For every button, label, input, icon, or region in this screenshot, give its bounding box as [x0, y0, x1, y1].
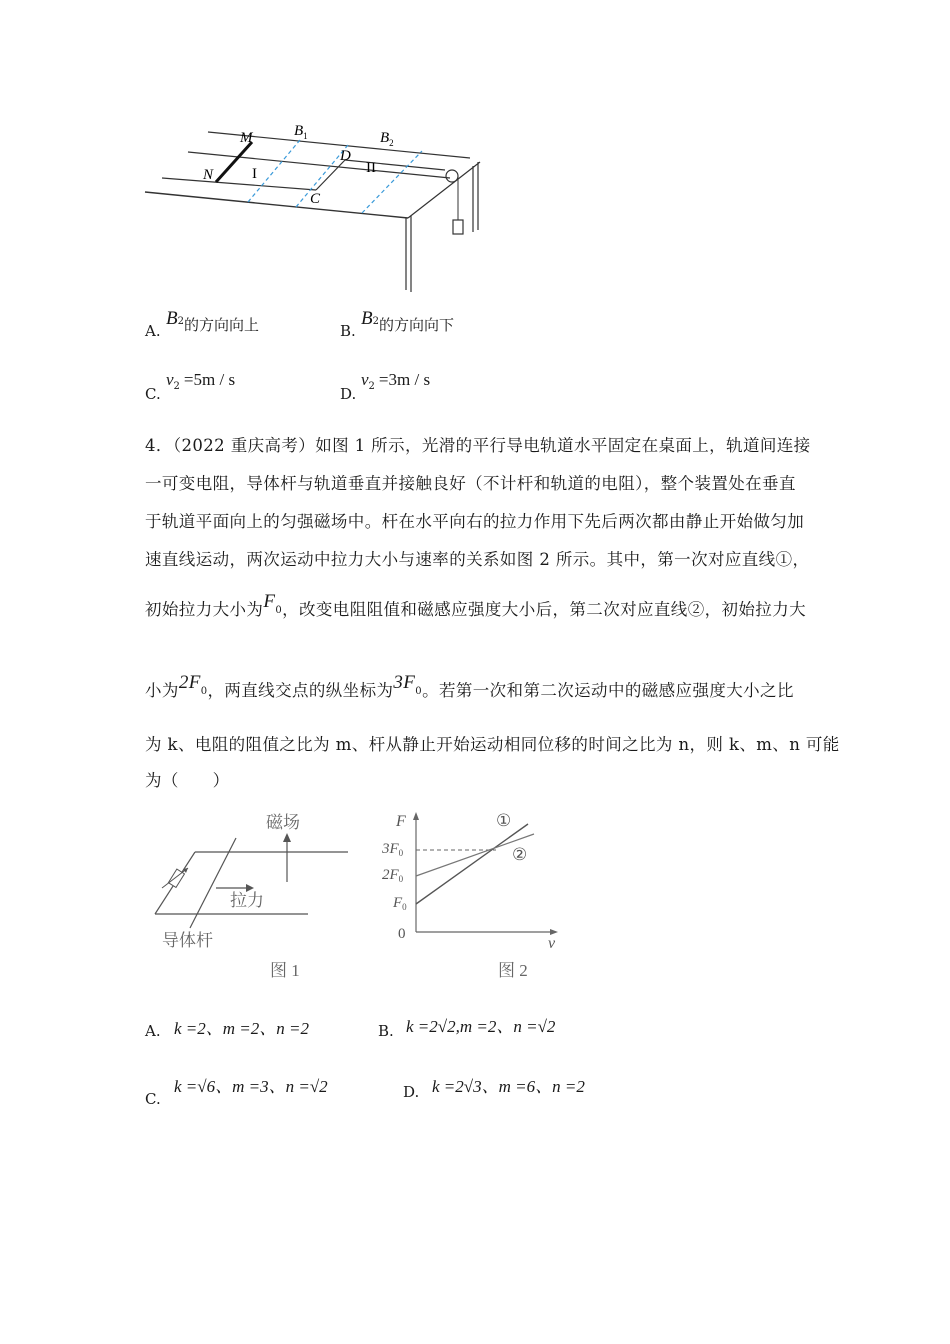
- question-line-4: 速直线运动，两次运动中拉力大小与速率的关系如图 2 所示。其中，第一次对应直线①，: [145, 550, 810, 569]
- label-m: M: [240, 130, 253, 146]
- label-n: N: [203, 167, 214, 183]
- prev-option-a-body: $B_2$的方向向上: [166, 308, 259, 334]
- question-line-5: 初始拉力大小为$F_0$，改变电阻阻值和磁感应强度大小后，第二次对应直线②，初始拉力大: [145, 591, 806, 619]
- option-letter: C.: [145, 385, 161, 403]
- tick-2f0: $2F_0$: [382, 867, 404, 884]
- option-letter: A.: [145, 322, 161, 340]
- question-line-3: 于轨道平面向上的匀强磁场中。杆在水平向右的拉力作用下先后两次都由静止开始做匀加: [145, 512, 805, 531]
- rail-figure: [140, 120, 500, 300]
- prev-option-b-body: $B_2$的方向向下: [361, 308, 454, 334]
- tick-0: 0: [398, 926, 406, 942]
- question-line-7: 为 k、电阻的阻值之比为 m、杆从静止开始运动相同位移的时间之比为 n，则 k、m、n 可能: [145, 735, 840, 754]
- fig1-rod-label: 导体杆: [162, 931, 213, 950]
- option-letter: B.: [340, 322, 356, 340]
- prev-option-a[interactable]: [145, 322, 161, 340]
- option-b[interactable]: B.: [378, 1022, 394, 1040]
- question-number: 4．: [145, 436, 173, 455]
- label-c: C: [310, 191, 321, 207]
- prev-option-c-body: $v_2 =5m / s$: [166, 370, 236, 393]
- option-d-expr: k =2√3、m =6、n =2: [432, 1077, 585, 1096]
- option-b-expr: k =2√2,m =2、n =√2: [406, 1017, 556, 1036]
- fig1-force-label: 拉力: [230, 891, 264, 910]
- fig1-magnetic-label: 磁场: [266, 813, 300, 832]
- fig1-caption: 图 1: [270, 961, 300, 980]
- line-1-label: ①: [496, 811, 512, 830]
- option-a[interactable]: A.: [145, 1022, 161, 1040]
- option-c-expr: k =√6、m =3、n =√2: [174, 1077, 328, 1096]
- label-d: D: [340, 148, 351, 164]
- figure-1: [150, 808, 360, 980]
- tick-f0: $F_0$: [393, 895, 407, 912]
- rod-mn: [216, 142, 252, 182]
- prev-option-d-body: $v_2 =3m / s$: [361, 370, 431, 393]
- figure-2: [378, 806, 578, 982]
- label-region1: I: [252, 166, 257, 182]
- option-d[interactable]: D.: [403, 1083, 420, 1101]
- prev-option-b[interactable]: [340, 322, 356, 340]
- option-letter: D.: [340, 385, 357, 403]
- option-a-expr: k =2、m =2、n =2: [174, 1019, 309, 1038]
- question-line-1: 4．（2022 重庆高考）如图 1 所示，光滑的平行导电轨道水平固定在桌面上，轨道间连接: [145, 436, 811, 455]
- question-line-2: 一可变电阻，导体杆与轨道垂直并接触良好（不计杆和轨道的电阻），整个装置处在垂直: [145, 474, 796, 493]
- label-region2: II: [366, 160, 376, 176]
- axis-x-label: v: [548, 935, 556, 952]
- option-c[interactable]: C.: [145, 1090, 161, 1108]
- label-b1: $B_1$: [294, 123, 308, 141]
- question-line-6: 小为$2F_0$，两直线交点的纵坐标为$3F_0$。若第一次和第二次运动中的磁感应强度大小之比: [145, 672, 794, 700]
- prev-option-d[interactable]: [340, 385, 356, 403]
- line-1: [416, 824, 528, 904]
- tick-3f0: $3F_0$: [382, 841, 404, 858]
- line-2-label: ②: [512, 845, 528, 864]
- fig2-caption: 图 2: [498, 961, 528, 980]
- question-line-8: 为（ ）: [145, 771, 230, 790]
- label-b2: $B_2$: [380, 130, 394, 148]
- prev-option-c[interactable]: [145, 385, 161, 403]
- axis-y-label: F: [396, 813, 406, 830]
